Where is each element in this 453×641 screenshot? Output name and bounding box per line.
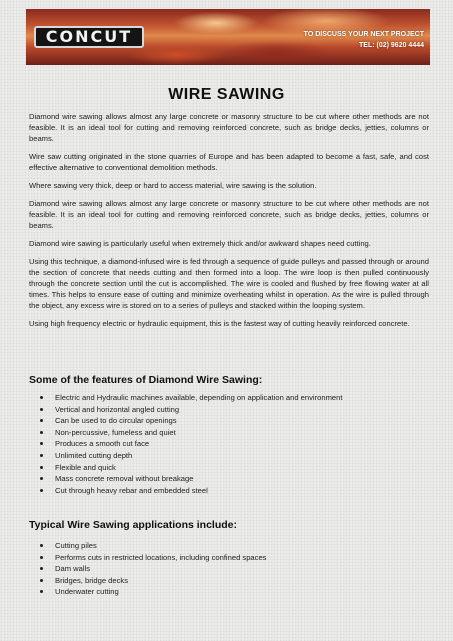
paragraph: Wire saw cutting originated in the stone quarries of Europe and has been adapted to become a fast, safe, and cost effective alternative to conventional demolition methods.	[29, 152, 429, 172]
list-item: Bridges, bridge decks	[40, 575, 420, 587]
paragraph: Using this technique, a diamond-infused wire is fed through a sequence of guide pulleys and passed through or around the section of concrete that needs cutting and then formed into a loop. The wire loop is then pulled continuously through the concrete section until the cut is accomplished. The wire is cooled and flushed by free flowing water at all times. This helps to ensure ease of cutting and minimize overheating whilst in operation. As the wire is pulled through the object, any excess wire is stored on to a series of pulleys and stacked within the looping system.	[29, 257, 429, 310]
list-item: Underwater cutting	[40, 586, 420, 598]
list-item: Cut through heavy rebar and embedded steel	[40, 485, 420, 497]
features-heading: Some of the features of Diamond Wire Sawing:	[29, 374, 263, 386]
bullet-icon	[40, 556, 43, 559]
paragraph: Diamond wire sawing is particularly useful when extremely thick and/or awkward shapes need cutting.	[29, 239, 371, 248]
bullet-icon	[40, 419, 43, 422]
paragraph: Diamond wire sawing allows almost any large concrete or masonry structure to be cut where other methods are not feasible. It is an ideal tool for cutting and removing reinforced concrete, such as bridge decks, jetties, columns or beams.	[29, 112, 429, 143]
list-item: Non-percussive, fumeless and quiet	[40, 427, 420, 439]
bullet-icon	[40, 544, 43, 547]
bullet-icon	[40, 408, 43, 411]
list-item: Electric and Hydraulic machines available, depending on application and environment	[40, 392, 420, 404]
bullet-icon	[40, 477, 43, 480]
list-item: Can be used to do circular openings	[40, 415, 420, 427]
bullet-icon	[40, 454, 43, 457]
bullet-icon	[40, 466, 43, 469]
paragraph: Diamond wire sawing allows almost any large concrete or masonry structure to be cut where other methods are not feasible. It is an ideal tool for cutting and removing reinforced concrete, such as bridge decks, jetties, columns or beams.	[29, 199, 429, 230]
list-item: Vertical and horizontal angled cutting	[40, 404, 420, 416]
bullet-icon	[40, 590, 43, 593]
paragraph: Where sawing very thick, deep or hard to access material, wire sawing is the solution.	[29, 181, 317, 190]
contact-phone[interactable]: TEL: (02) 9620 4444	[359, 42, 424, 49]
list-item: Dam walls	[40, 563, 420, 575]
list-item: Unlimited cutting depth	[40, 450, 420, 462]
page-title: WIRE SAWING	[168, 86, 285, 103]
bullet-icon	[40, 442, 43, 445]
header-banner	[26, 9, 430, 65]
concut-logo[interactable]: CONCUT	[34, 26, 144, 48]
intro-text	[29, 111, 429, 336]
list-item: Produces a smooth cut face	[40, 438, 420, 450]
contact-cta: TO DISCUSS YOUR NEXT PROJECT	[303, 31, 424, 38]
applications-heading: Typical Wire Sawing applications include:	[29, 519, 238, 531]
bullet-icon	[40, 489, 43, 492]
bullet-icon	[40, 396, 43, 399]
list-item: Cutting piles	[40, 540, 420, 552]
list-item: Mass concrete removal without breakage	[40, 473, 420, 485]
list-item: Flexible and quick	[40, 462, 420, 474]
features-list	[40, 392, 420, 496]
paragraph: Using high frequency electric or hydraulic equipment, this is the fastest way of cutting heavily reinforced concrete.	[29, 319, 410, 328]
bullet-icon	[40, 579, 43, 582]
list-item: Performs cuts in restricted locations, including confined spaces	[40, 552, 420, 564]
bullet-icon	[40, 567, 43, 570]
bullet-icon	[40, 431, 43, 434]
applications-list	[40, 540, 420, 598]
